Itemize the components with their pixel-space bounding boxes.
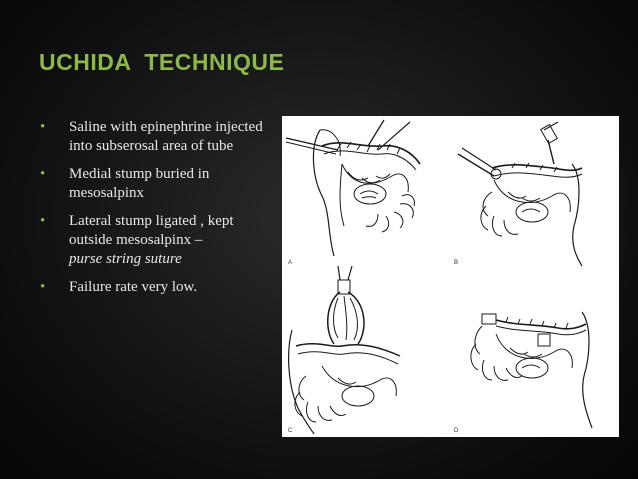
panel-c-drawing bbox=[288, 266, 400, 434]
panel-label-c: C bbox=[288, 428, 293, 434]
bullet-text: Lateral stump ligated , kept outside mesosalpinx – bbox=[69, 213, 234, 248]
bullet-item bbox=[40, 212, 280, 269]
bullet-item bbox=[40, 165, 280, 203]
panel-label-b: B bbox=[454, 260, 459, 266]
bullet-text: Failure rate very low. bbox=[69, 279, 198, 295]
bullet-dot-icon: • bbox=[40, 119, 46, 135]
panel-d-drawing bbox=[454, 312, 592, 434]
bullet-item bbox=[40, 278, 280, 297]
bullet-text: Medial stump buried in mesosalpinx bbox=[69, 166, 210, 201]
panel-b-drawing bbox=[454, 122, 582, 266]
bullet-list bbox=[40, 118, 280, 306]
bullet-dot-icon: • bbox=[40, 213, 46, 229]
bullet-dot-icon: • bbox=[40, 166, 46, 182]
bullet-emphasis: purse string suture bbox=[69, 251, 182, 267]
slide-title: UCHIDA TECHNIQUE bbox=[39, 49, 285, 75]
panel-a-drawing bbox=[286, 120, 420, 266]
uchida-technique-illustration bbox=[282, 116, 619, 437]
panel-label-a: A bbox=[288, 260, 293, 266]
bullet-dot-icon: • bbox=[40, 279, 46, 295]
bullet-item bbox=[40, 118, 280, 156]
panel-label-d: D bbox=[454, 428, 459, 434]
bullet-text: Saline with epinephrine injected into subserosal area of tube bbox=[69, 119, 263, 154]
